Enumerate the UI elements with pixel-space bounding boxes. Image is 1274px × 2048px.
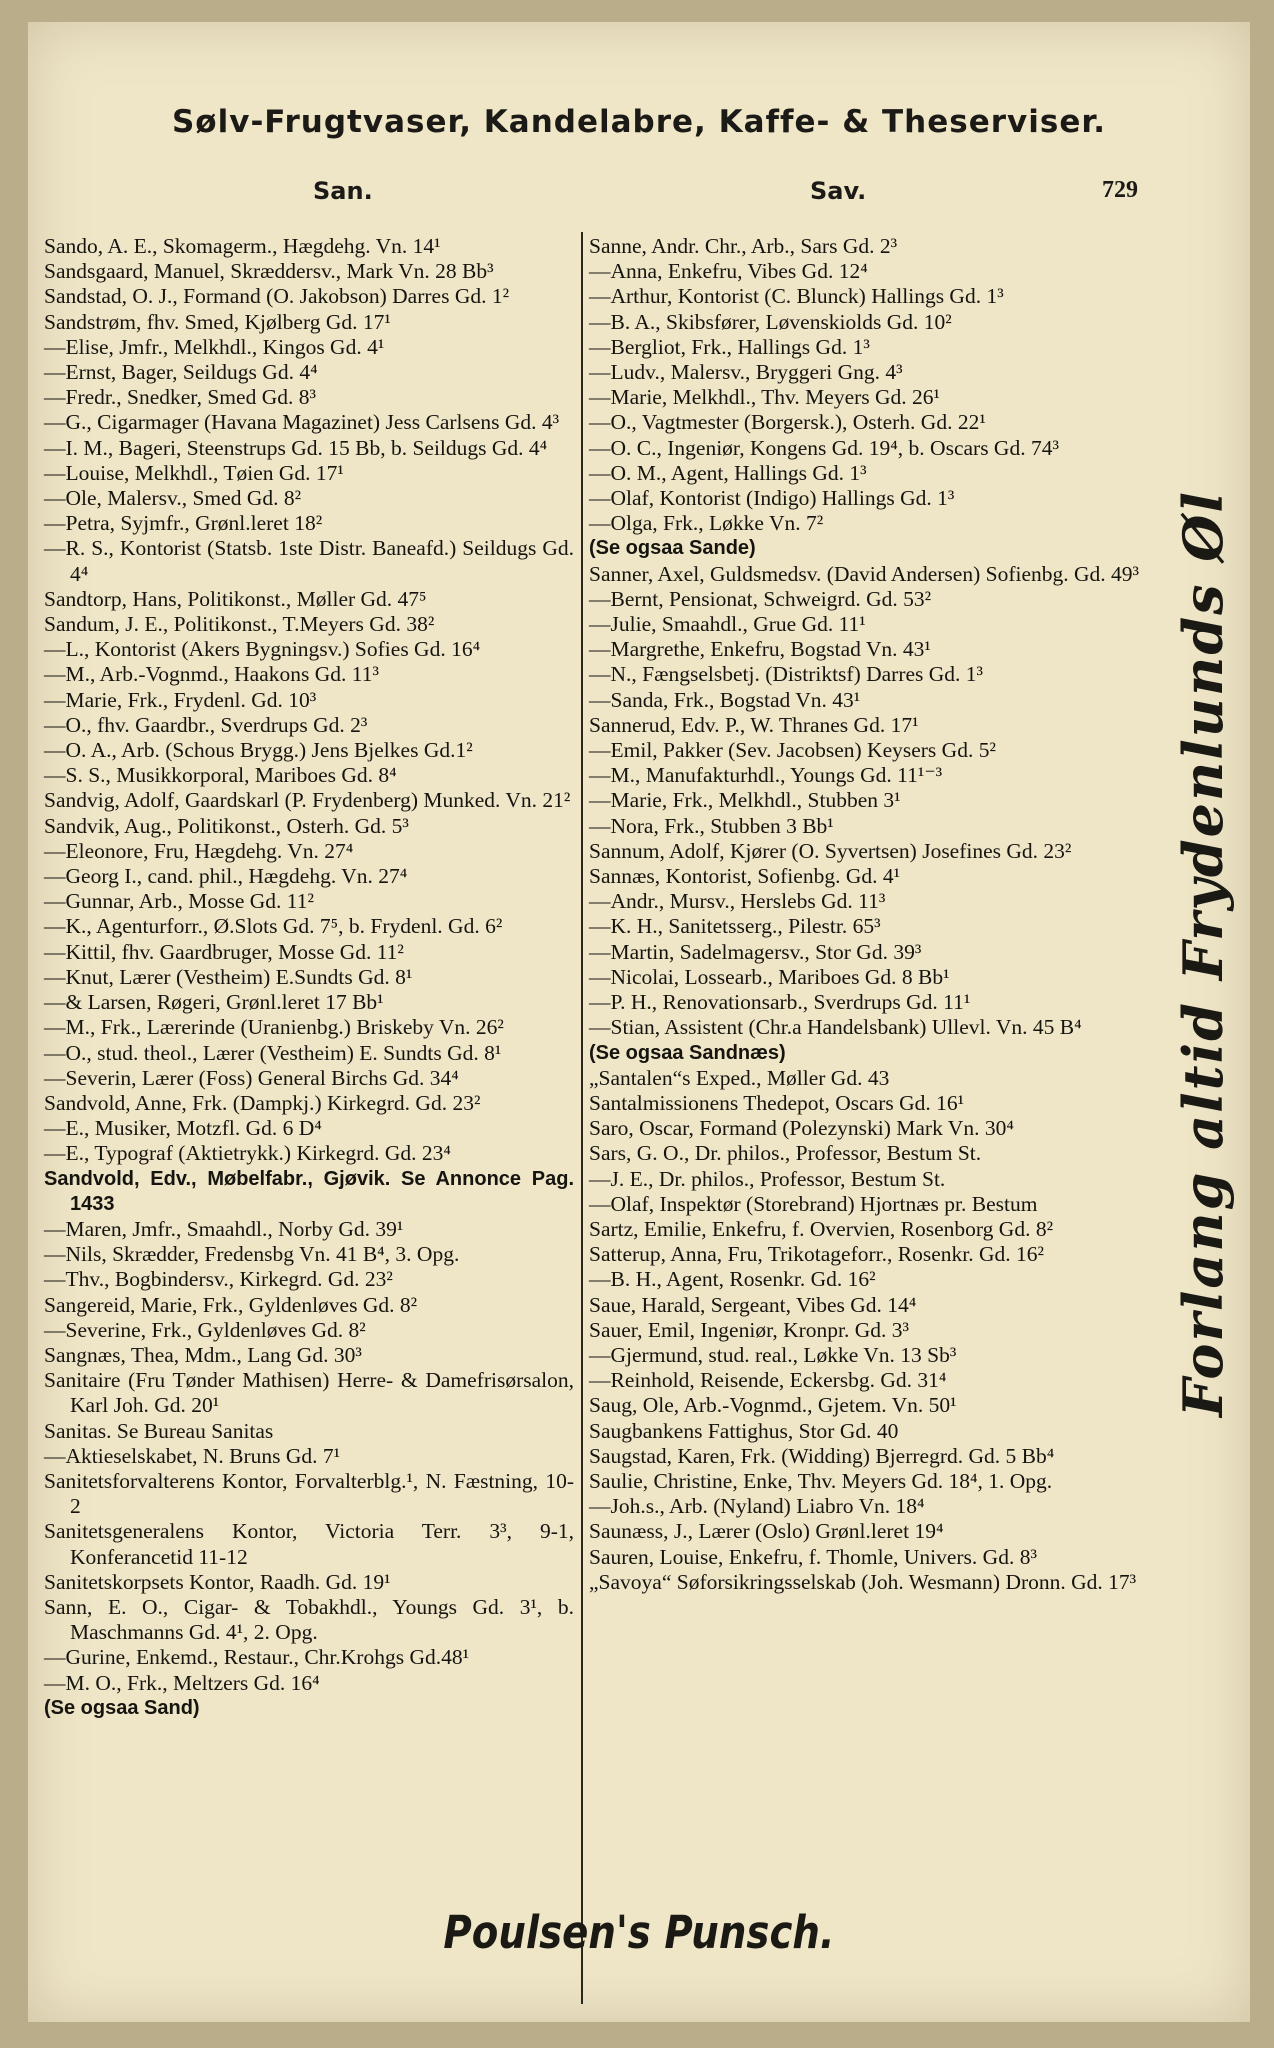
left-column-heading: San. xyxy=(313,177,373,205)
directory-entry: Sandvik, Aug., Politikonst., Osterh. Gd. 5³ xyxy=(44,813,409,838)
directory-entry: —B. A., Skibsfører, Løvenskiolds Gd. 10² xyxy=(589,309,952,334)
directory-entry: —Aktieselskabet, N. Bruns Gd. 7¹ xyxy=(44,1443,341,1468)
directory-entry: —G., Cigarmager (Havana Magazinet) Jess Carlsens Gd. 4³ xyxy=(44,410,560,435)
directory-entry: —O., Vagtmester (Borgersk.), Osterh. Gd. 22¹ xyxy=(589,410,986,435)
directory-entry: Sandstad, O. J., Formand (O. Jakobson) Darres Gd. 1² xyxy=(44,284,510,309)
directory-entry: —Severin, Lærer (Foss) General Birchs Gd. 34⁴ xyxy=(44,1065,459,1090)
directory-entry: —Severine, Frk., Gyldenløves Gd. 8² xyxy=(44,1317,366,1342)
directory-entry: Sandvig, Adolf, Gaardskarl (P. Frydenberg) Munked. Vn. 21² xyxy=(44,788,571,813)
directory-entry: —O. A., Arb. (Schous Brygg.) Jens Bjelkes Gd.1² xyxy=(44,738,473,763)
directory-entry: Saug, Ole, Arb.-Vognmd., Gjetem. Vn. 50¹ xyxy=(589,1393,957,1418)
directory-entry: —P. H., Renovationsarb., Sverdrups Gd. 11¹ xyxy=(589,990,971,1015)
directory-entry: Sauer, Emil, Ingeniør, Kronpr. Gd. 3³ xyxy=(589,1317,910,1342)
directory-entry: —Marie, Frk., Melkhdl., Stubben 3¹ xyxy=(589,788,901,813)
directory-entry: Sangnæs, Thea, Mdm., Lang Gd. 30³ xyxy=(44,1342,362,1367)
directory-entry: —Kittil, fhv. Gaardbruger, Mosse Gd. 11² xyxy=(44,939,404,964)
directory-entry: Satterup, Anna, Fru, Trikotageforr., Rosenkr. Gd. 16² xyxy=(589,1242,1044,1267)
directory-entry: —O. M., Agent, Hallings Gd. 1³ xyxy=(589,460,867,485)
directory-entry: —Olaf, Inspektør (Storebrand) Hjortnæs pr. Bestum xyxy=(589,1191,1038,1216)
directory-entry: —& Larsen, Røgeri, Grønl.leret 17 Bb¹ xyxy=(44,990,384,1015)
directory-entry: —E., Typograf (Aktietrykk.) Kirkegrd. Gd. 23⁴ xyxy=(44,1141,451,1166)
directory-entry: —Eleonore, Fru, Hægdehg. Vn. 27⁴ xyxy=(44,838,354,863)
directory-entry: —Bernt, Pensionat, Schweigrd. Gd. 53² xyxy=(589,586,932,611)
bottom-advertisement: Poulsen's Punsch. xyxy=(443,1906,835,1959)
directory-entry: —Olaf, Kontorist (Indigo) Hallings Gd. 1³ xyxy=(589,486,955,511)
directory-entry: —Thv., Bogbindersv., Kirkegrd. Gd. 23² xyxy=(44,1267,393,1292)
directory-entry: —K., Agenturforr., Ø.Slots Gd. 7⁵, b. Frydenl. Gd. 6² xyxy=(44,914,503,939)
directory-entry: Sandum, J. E., Politikonst., T.Meyers Gd. 38² xyxy=(44,612,435,637)
directory-entry: —Ernst, Bager, Seildugs Gd. 4⁴ xyxy=(44,360,318,385)
directory-entry: —K. H., Sanitetsserg., Pilestr. 65³ xyxy=(589,914,881,939)
directory-entry: —Gjermund, stud. real., Løkke Vn. 13 Sb³ xyxy=(589,1342,957,1367)
directory-entry: „Savoya“ Søforsikringsselskab (Joh. Wesmann) Dronn. Gd. 17³ xyxy=(589,1569,1137,1594)
page-number: 729 xyxy=(1102,177,1138,203)
directory-entry: —Martin, Sadelmagersv., Stor Gd. 39³ xyxy=(589,939,922,964)
directory-entry: —B. H., Agent, Rosenkr. Gd. 16² xyxy=(589,1267,876,1292)
directory-entry: (Se ogsaa Sandnæs) xyxy=(589,1041,786,1064)
directory-entry: Sann, E. O., Cigar- & Tobakhdl., Youngs Gd. 3¹, b. Maschmanns Gd. 4¹, 2. Opg. xyxy=(44,1594,574,1645)
directory-entry: —Stian, Assistent (Chr.a Handelsbank) Ullevl. Vn. 45 B⁴ xyxy=(589,1015,1082,1040)
directory-entry: Sanitaire (Fru Tønder Mathisen) Herre- & Damefrisørsalon, Karl Joh. Gd. 20¹ xyxy=(44,1368,574,1418)
directory-entry: Sandsgaard, Manuel, Skræddersv., Mark Vn. 28 Bb³ xyxy=(44,259,494,284)
directory-entry: —S. S., Musikkorporal, Mariboes Gd. 8⁴ xyxy=(44,763,397,788)
directory-entry: Saro, Oscar, Formand (Polezynski) Mark Vn. 30⁴ xyxy=(589,1116,1014,1141)
right-column-entries xyxy=(589,234,1153,1595)
directory-entry: —Knut, Lærer (Vestheim) E.Sundts Gd. 8¹ xyxy=(44,964,413,989)
directory-entry: Sangereid, Marie, Frk., Gyldenløves Gd. 8² xyxy=(44,1292,418,1317)
directory-entry: —Elise, Jmfr., Melkhdl., Kingos Gd. 4¹ xyxy=(44,334,385,359)
directory-entry: Saulie, Christine, Enke, Thv. Meyers Gd. 18⁴, 1. Opg. xyxy=(589,1468,1053,1493)
directory-entry: (Se ogsaa Sand) xyxy=(44,1696,200,1719)
directory-entry: —E., Musiker, Motzfl. Gd. 6 D⁴ xyxy=(44,1116,322,1141)
directory-entry: —O. C., Ingeniør, Kongens Gd. 19⁴, b. Oscars Gd. 74³ xyxy=(589,435,1059,460)
directory-entry: —R. S., Kontorist (Statsb. 1ste Distr. Baneafd.) Seildugs Gd. 4⁴ xyxy=(44,536,574,586)
directory-entry: —Sanda, Frk., Bogstad Vn. 43¹ xyxy=(589,687,861,712)
directory-entry: Sanitetsgeneralens Kontor, Victoria Terr. 3³, 9-1, Konferancetid 11-12 xyxy=(44,1519,574,1569)
directory-entry: Sanner, Axel, Guldsmedsv. (David Andersen) Sofienbg. Gd. 49³ xyxy=(589,561,1139,586)
directory-entry: (Se ogsaa Sande) xyxy=(589,537,756,560)
side-advertisement: Forlang altid Frydenlunds Øl xyxy=(1171,490,1235,1417)
top-banner-ad: Sølv-Frugtvaser, Kandelabre, Kaffe- & Theserviser. xyxy=(171,104,1106,140)
directory-entry: —Nils, Skrædder, Fredensbg Vn. 41 B⁴, 3. Opg. xyxy=(44,1242,460,1267)
directory-entry: —Nicolai, Lossearb., Mariboes Gd. 8 Bb¹ xyxy=(589,964,950,989)
directory-entry: —M. O., Frk., Meltzers Gd. 16⁴ xyxy=(44,1670,320,1695)
directory-entry: Sanitas. Se Bureau Sanitas xyxy=(44,1418,274,1443)
directory-entry: Sandtorp, Hans, Politikonst., Møller Gd. 47⁵ xyxy=(44,586,427,611)
directory-entry: Sandstrøm, fhv. Smed, Kjølberg Gd. 17¹ xyxy=(44,309,391,334)
directory-entry: —Andr., Mursv., Herslebs Gd. 11³ xyxy=(589,889,886,914)
directory-entry: —Emil, Pakker (Sev. Jacobsen) Keysers Gd. 5² xyxy=(589,738,996,763)
directory-entry: Sando, A. E., Skomagerm., Hægdehg. Vn. 14¹ xyxy=(44,234,441,258)
directory-entry: —M., Manufakturhdl., Youngs Gd. 11¹⁻³ xyxy=(589,763,943,788)
directory-entry: —J. E., Dr. philos., Professor, Bestum St. xyxy=(589,1166,946,1191)
directory-entry: Sannæs, Kontorist, Sofienbg. Gd. 4¹ xyxy=(589,864,901,889)
directory-entry: Sannerud, Edv. P., W. Thranes Gd. 17¹ xyxy=(589,712,919,737)
directory-entry: Sandvold, Edv., Møbelfabr., Gjøvik. Se Annonce Pag. 1433 xyxy=(44,1167,574,1215)
directory-entry: Saugstad, Karen, Frk. (Widding) Bjerregrd. Gd. 5 Bb⁴ xyxy=(589,1443,1055,1468)
directory-entry: „Santalen“s Exped., Møller Gd. 43 xyxy=(589,1065,890,1090)
directory-entry: Sanne, Andr. Chr., Arb., Sars Gd. 2³ xyxy=(589,234,898,258)
directory-entry: —Nora, Frk., Stubben 3 Bb¹ xyxy=(589,813,834,838)
directory-page xyxy=(28,22,1250,2022)
directory-entry: —Marie, Frk., Frydenl. Gd. 10³ xyxy=(44,687,317,712)
directory-entry: —Anna, Enkefru, Vibes Gd. 12⁴ xyxy=(589,259,868,284)
left-column-entries xyxy=(44,234,574,1721)
directory-entry: Saunæss, J., Lærer (Oslo) Grønl.leret 19⁴ xyxy=(589,1519,944,1544)
directory-entry: Sars, G. O., Dr. philos., Professor, Bestum St. xyxy=(589,1141,982,1166)
directory-entry: Sanitetskorpsets Kontor, Raadh. Gd. 19¹ xyxy=(44,1569,391,1594)
column-divider xyxy=(581,232,583,2004)
directory-entry: Saue, Harald, Sergeant, Vibes Gd. 14⁴ xyxy=(589,1292,917,1317)
directory-entry: —O., fhv. Gaardbr., Sverdrups Gd. 2³ xyxy=(44,712,368,737)
directory-entry: —Georg I., cand. phil., Hægdehg. Vn. 27⁴ xyxy=(44,864,408,889)
directory-entry: —Louise, Melkhdl., Tøien Gd. 17¹ xyxy=(44,460,344,485)
directory-entry: —M., Frk., Lærerinde (Uranienbg.) Briskeby Vn. 26² xyxy=(44,1015,504,1040)
directory-entry: —N., Fængselsbetj. (Distriktsf) Darres Gd. 1³ xyxy=(589,662,984,687)
directory-entry: Saugbankens Fattighus, Stor Gd. 40 xyxy=(589,1418,899,1443)
directory-entry: —Gurine, Enkemd., Restaur., Chr.Krohgs Gd.48¹ xyxy=(44,1645,470,1670)
directory-entry: —Arthur, Kontorist (C. Blunck) Hallings Gd. 1³ xyxy=(589,284,1004,309)
directory-entry: —Julie, Smaahdl., Grue Gd. 11¹ xyxy=(589,612,866,637)
directory-entry: —Ole, Malersv., Smed Gd. 8² xyxy=(44,486,302,511)
directory-entry: —Ludv., Malersv., Bryggeri Gng. 4³ xyxy=(589,360,903,385)
directory-entry: —Bergliot, Frk., Hallings Gd. 1³ xyxy=(589,334,870,359)
directory-entry: Sanitetsforvalterens Kontor, Forvalterblg.¹, N. Fæstning, 10-2 xyxy=(44,1468,574,1519)
directory-entry: —I. M., Bageri, Steenstrups Gd. 15 Bb, b. Seildugs Gd. 4⁴ xyxy=(44,435,548,460)
directory-entry: —Olga, Frk., Løkke Vn. 7² xyxy=(589,511,824,536)
directory-entry: —Marie, Melkhdl., Thv. Meyers Gd. 26¹ xyxy=(589,385,940,410)
directory-entry: Santalmissionens Thedepot, Oscars Gd. 16¹ xyxy=(589,1090,965,1115)
right-column-heading: Sav. xyxy=(810,177,867,205)
directory-entry: —Gunnar, Arb., Mosse Gd. 11² xyxy=(44,889,314,914)
directory-entry: —Maren, Jmfr., Smaahdl., Norby Gd. 39¹ xyxy=(44,1216,404,1241)
directory-entry: Sauren, Louise, Enkefru, f. Thomle, Univers. Gd. 8³ xyxy=(589,1544,1037,1569)
directory-entry: —O., stud. theol., Lærer (Vestheim) E. Sundts Gd. 8¹ xyxy=(44,1040,502,1065)
directory-entry: —Joh.s., Arb. (Nyland) Liabro Vn. 18⁴ xyxy=(589,1494,925,1519)
directory-entry: —Reinhold, Reisende, Eckersbg. Gd. 31⁴ xyxy=(589,1368,947,1393)
directory-entry: Sandvold, Anne, Frk. (Dampkj.) Kirkegrd. Gd. 23² xyxy=(44,1090,481,1115)
directory-entry: Sannum, Adolf, Kjører (O. Syvertsen) Josefines Gd. 23² xyxy=(589,838,1072,863)
directory-entry: —M., Arb.-Vognmd., Haakons Gd. 11³ xyxy=(44,662,379,687)
directory-entry: —L., Kontorist (Akers Bygningsv.) Sofies Gd. 16⁴ xyxy=(44,637,481,662)
directory-entry: —Margrethe, Enkefru, Bogstad Vn. 43¹ xyxy=(589,637,931,662)
directory-entry: —Fredr., Snedker, Smed Gd. 8³ xyxy=(44,385,316,410)
directory-entry: —Petra, Syjmfr., Grønl.leret 18² xyxy=(44,511,323,536)
directory-entry: Sartz, Emilie, Enkefru, f. Overvien, Rosenborg Gd. 8² xyxy=(589,1216,1054,1241)
